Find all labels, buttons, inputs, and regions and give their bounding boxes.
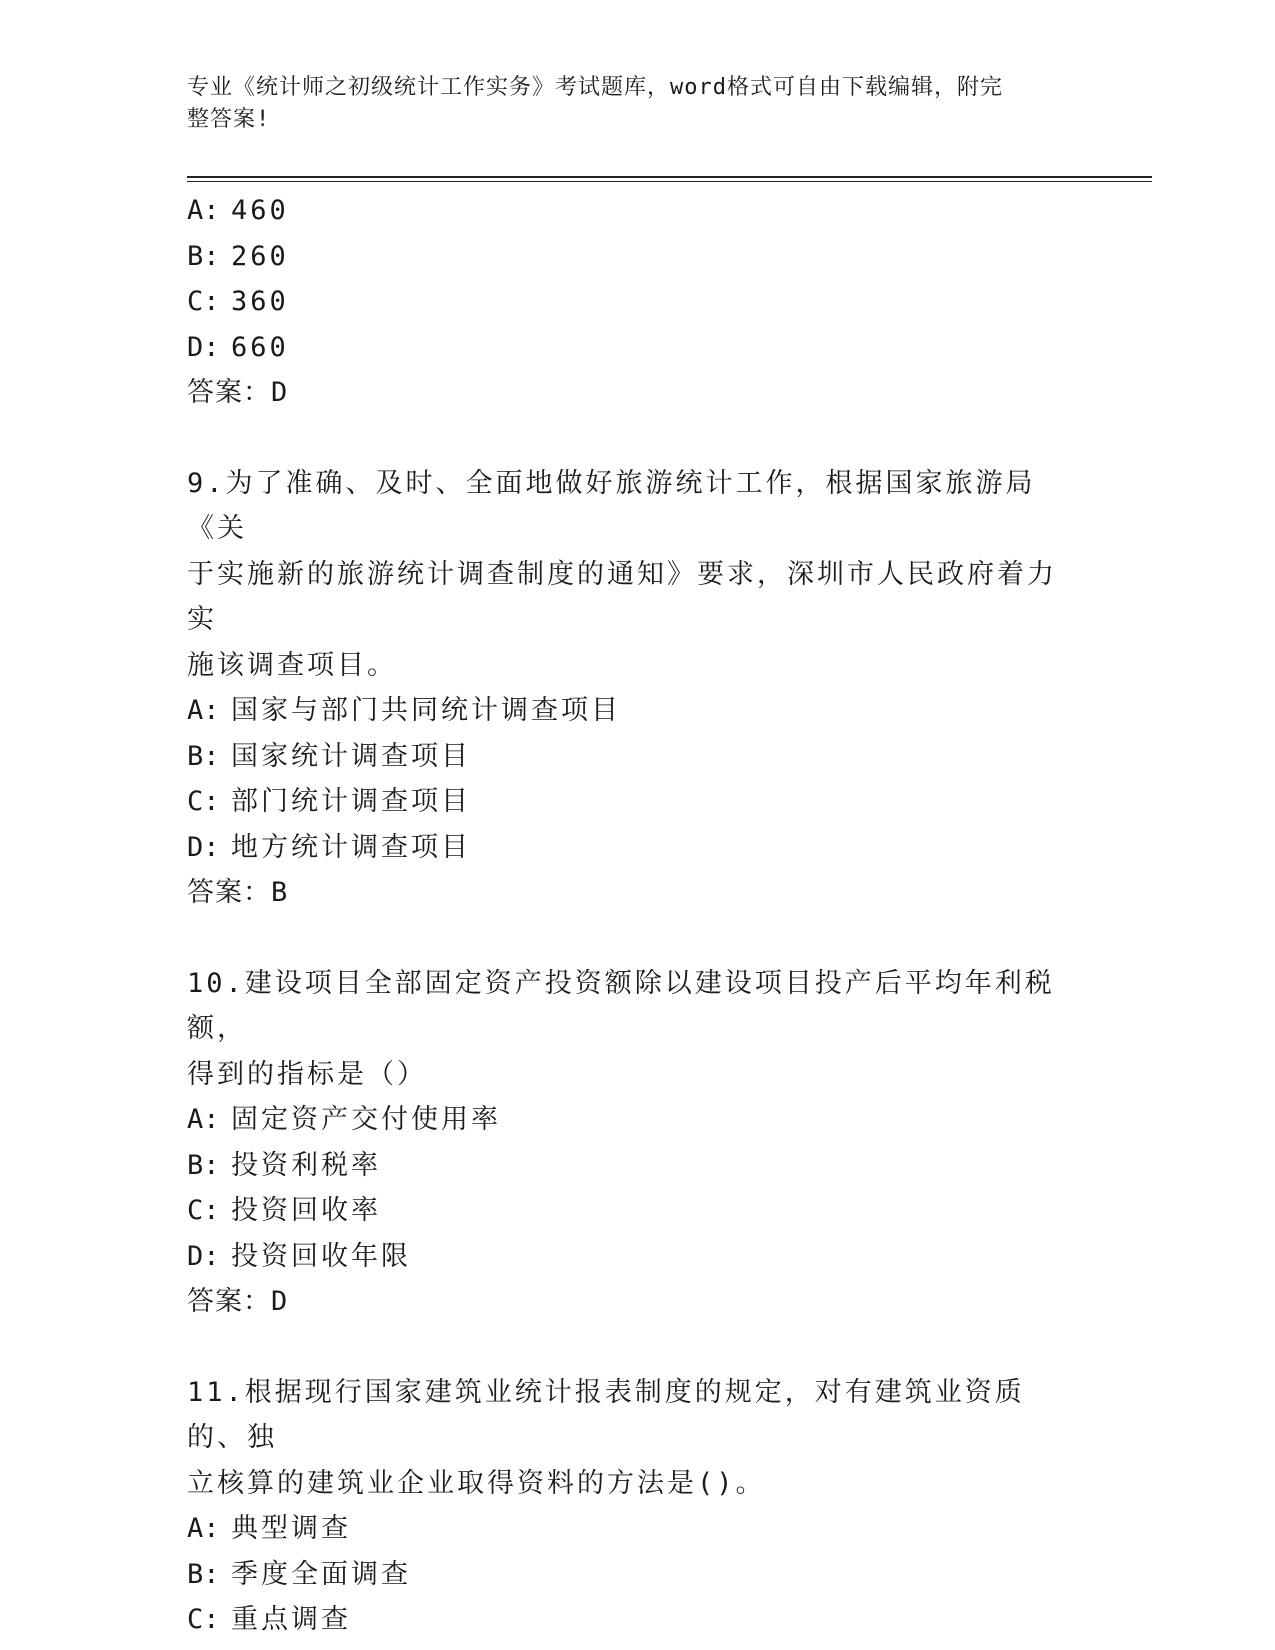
question-text-line: 施该调查项目。 [187,649,397,681]
question-block-10 [187,961,1067,1325]
option-a: A: 国家与部门共同统计调查项目 [187,695,621,726]
option-d: D: 660 [187,331,289,363]
question-text-line: 10.建设项目全部固定资产投资额除以建设项目投产后平均年利税额， [187,967,1055,1044]
answer-line: 答案：D [187,1286,291,1317]
question-text-line: 9.为了准确、及时、全面地做好旅游统计工作，根据国家旅游局《关 [187,467,1036,544]
document-header [187,72,1067,136]
option-a: A: 典型调查 [187,1513,351,1544]
question-text-line: 立核算的建筑业企业取得资料的方法是()。 [187,1467,766,1499]
answer-value: B [271,877,291,908]
option-a: A: 460 [187,195,289,226]
answer-value: D [271,1286,291,1317]
option-c: C: 重点调查 [187,1604,351,1635]
answer-line: 答案：B [187,877,291,908]
question-block-11 [187,1370,1067,1643]
option-c: C: 360 [187,286,289,317]
question-block-8 [187,188,1067,416]
option-c: C: 部门统计调查项目 [187,786,471,817]
option-a: A: 固定资产交付使用率 [187,1104,501,1135]
option-b: B: 260 [187,240,289,272]
question-text-line: 得到的指标是（） [187,1058,427,1090]
answer-value: D [271,377,291,408]
question-list [187,188,1067,1643]
answer-line: 答案：D [187,377,291,408]
header-rule-thin [187,181,1152,182]
question-text-line: 于实施新的旅游统计调查制度的通知》要求，深圳市人民政府着力实 [187,558,1057,635]
option-b: B: 季度全面调查 [187,1558,411,1590]
question-text-line: 11.根据现行国家建筑业统计报表制度的规定，对有建筑业资质的、独 [187,1376,1025,1453]
header-line-2: 整答案! [187,107,271,132]
question-block-9 [187,461,1067,916]
option-d: D: 地方统计调查项目 [187,831,471,863]
option-c: C: 投资回收率 [187,1195,381,1226]
option-b: B: 投资利税率 [187,1149,381,1181]
option-d: D: 投资回收年限 [187,1240,411,1272]
header-rule-thick [187,176,1152,178]
header-line-1: 专业《统计师之初级统计工作实务》考试题库，word格式可自由下载编辑，附完 [187,75,1003,100]
option-b: B: 国家统计调查项目 [187,740,471,772]
